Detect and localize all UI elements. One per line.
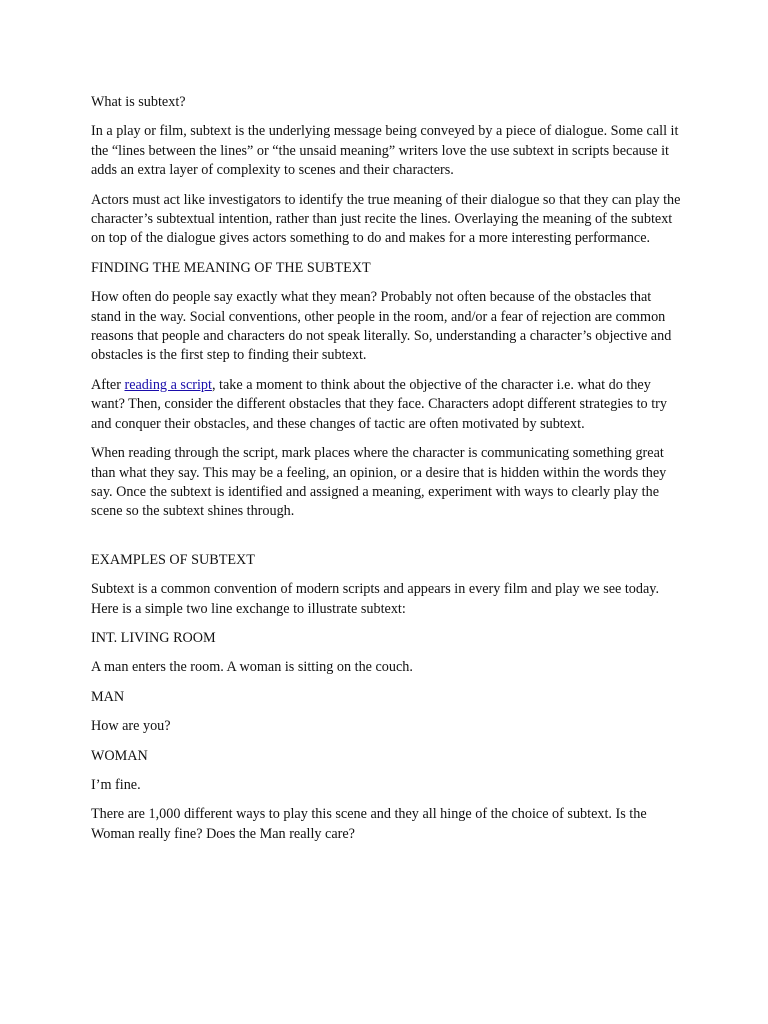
finding-paragraph-2 [91,376,683,434]
finding-paragraph-2-lead: After [91,376,125,393]
intro-paragraph-1: In a play or film, subtext is the underlying message being conveyed by a piece of dialogue. Some call it the “lines between the lines” or “the unsaid meaning” writers love the use subtext in scripts because it adds an extra layer of complexity to scenes and their characters. [91,123,679,179]
script-character-man: MAN [91,688,125,705]
section-heading-finding: FINDING THE MEANING OF THE SUBTEXT [91,259,371,276]
script-scene-heading: INT. LIVING ROOM [91,629,216,646]
section-spacer [91,532,683,551]
script-character-woman: WOMAN [91,747,148,764]
script-dialogue-man: How are you? [91,718,171,735]
examples-paragraph-1: Subtext is a common convention of modern scripts and appears in every film and play we see today. Here is a simple two line exchange to illustrate subtext: [91,581,660,617]
finding-paragraph-2-rest: , take a moment to think about the objective of the character i.e. what do they want? Then, consider the different obstacles that they face. Characters adopt different strategies to try and conquer their obstacles, and these changes of tactic are often motivated by subtext. [91,376,667,432]
intro-paragraph-2: Actors must act like investigators to identify the true meaning of their dialogue so that they can play the character’s subtextual intention, rather than just recite the lines. Overlaying the meaning of the subtext on top of the dialogue gives actors something to do and makes for a more interesting performance. [91,191,681,247]
reading-a-script-link[interactable]: reading a script [124,376,212,393]
script-dialogue-woman: I’m fine. [91,776,141,793]
document-body [91,93,683,854]
closing-paragraph: There are 1,000 different ways to play this scene and they all hinge of the choice of subtext. Is the Woman really fine? Does the Man really care? [91,806,647,842]
finding-paragraph-3: When reading through the script, mark places where the character is communicating something great than what they say. This may be a feeling, an opinion, or a desire that is hidden within the words they say. Once the subtext is identified and assigned a meaning, experiment with ways to clearly play the scene so the subtext shines through. [91,445,667,520]
page-title: What is subtext? [91,94,186,110]
script-action-line: A man enters the room. A woman is sitting on the couch. [91,659,413,676]
section-heading-examples: EXAMPLES OF SUBTEXT [91,551,255,568]
finding-paragraph-1: How often do people say exactly what they mean? Probably not often because of the obstacles that stand in the way. Social conventions, other people in the room, and/or a fear of rejection are common reasons that people and characters do not speak literally. So, understanding a character’s objective and obstacles is the first step to finding their subtext. [91,289,672,364]
